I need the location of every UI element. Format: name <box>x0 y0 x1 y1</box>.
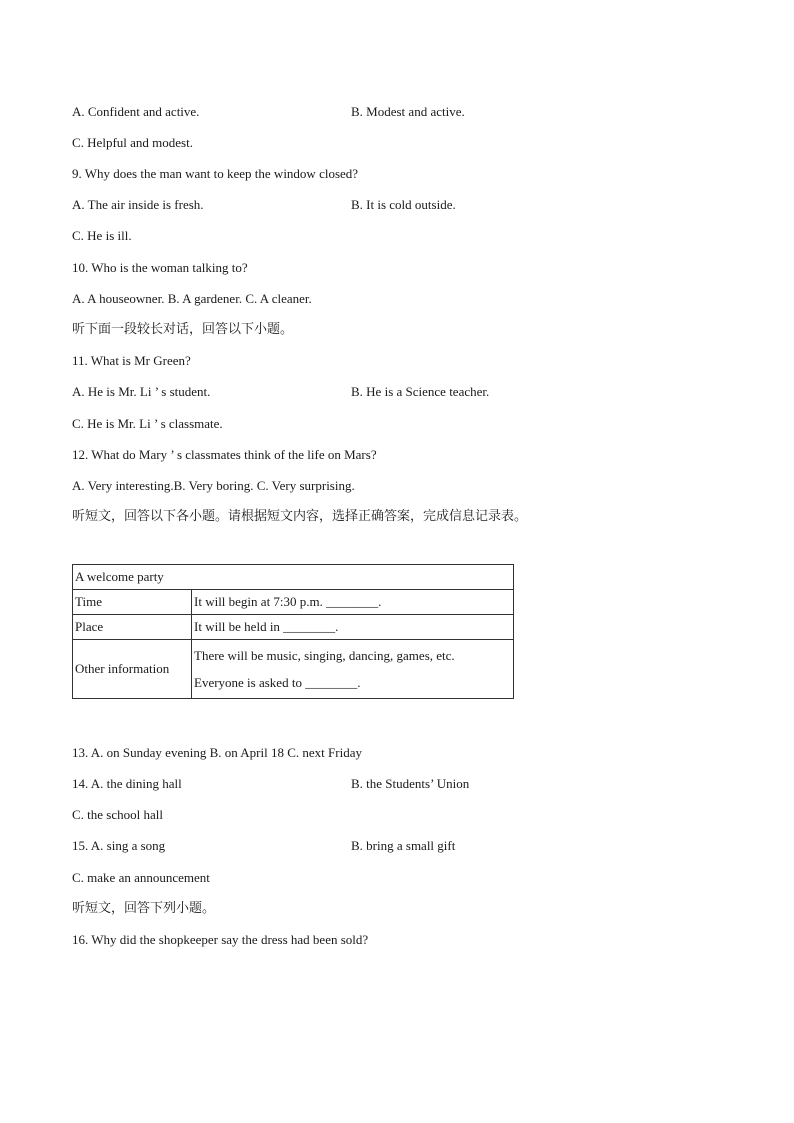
q8-option-b: B. Modest and active. <box>351 104 465 119</box>
q9-option-b: B. It is cold outside. <box>351 197 456 212</box>
q12-question: 12. What do Mary ’ s classmates think of the life on Mars? <box>72 447 377 462</box>
q8-option-c: C. Helpful and modest. <box>72 135 193 150</box>
table-row <box>73 615 514 640</box>
q14-option-b: B. the Students’ Union <box>351 776 470 791</box>
q11-question: 11. What is Mr Green? <box>72 353 191 368</box>
table-title: A welcome party <box>73 565 514 590</box>
instruction-passage: 听短文，回答下列小题。 <box>72 901 216 916</box>
q15-option-a: 15. A. sing a song <box>72 838 166 853</box>
q14-option-c: C. the school hall <box>72 807 163 822</box>
q11-option-a: A. He is Mr. Li ’ s student. <box>72 384 211 399</box>
row-key-other: Other information <box>73 640 192 699</box>
q11-option-b: B. He is a Science teacher. <box>351 384 490 399</box>
q12-options: A. Very interesting.B. Very boring. C. Very surprising. <box>72 478 355 493</box>
q9-question: 9. Why does the man want to keep the window closed? <box>72 166 359 181</box>
q13-options: 13. A. on Sunday evening B. on April 18 C. next Friday <box>72 745 362 760</box>
row-value-time: It will begin at 7:30 p.m. ________. <box>192 590 514 615</box>
table-row <box>73 640 514 699</box>
q11-option-c: C. He is Mr. Li ’ s classmate. <box>72 416 223 431</box>
q10-question: 10. Who is the woman talking to? <box>72 260 248 275</box>
row-value-other-1: There will be music, singing, dancing, games, etc. <box>194 648 455 663</box>
q8-option-a: A. Confident and active. <box>72 104 200 119</box>
info-record-table <box>72 564 514 699</box>
table-row <box>73 590 514 615</box>
row-value-place: It will be held in ________. <box>192 615 514 640</box>
instruction-long-dialogue: 听下面一段较长对话，回答以下小题。 <box>72 322 294 337</box>
q15-option-c: C. make an announcement <box>72 870 210 885</box>
q16-question: 16. Why did the shopkeeper say the dress had been sold? <box>72 932 369 947</box>
q10-options: A. A houseowner. B. A gardener. C. A cleaner. <box>72 291 312 306</box>
q14-option-a: 14. A. the dining hall <box>72 776 182 791</box>
q9-option-c: C. He is ill. <box>72 228 132 243</box>
row-value-other-2: Everyone is asked to ________. <box>194 675 361 690</box>
instruction-passage-table: 听短文，回答以下各小题。请根据短文内容，选择正确答案，完成信息记录表。 <box>72 509 528 524</box>
q9-option-a: A. The air inside is fresh. <box>72 197 204 212</box>
q15-option-b: B. bring a small gift <box>351 838 456 853</box>
row-key-place: Place <box>73 615 192 640</box>
row-key-time: Time <box>73 590 192 615</box>
